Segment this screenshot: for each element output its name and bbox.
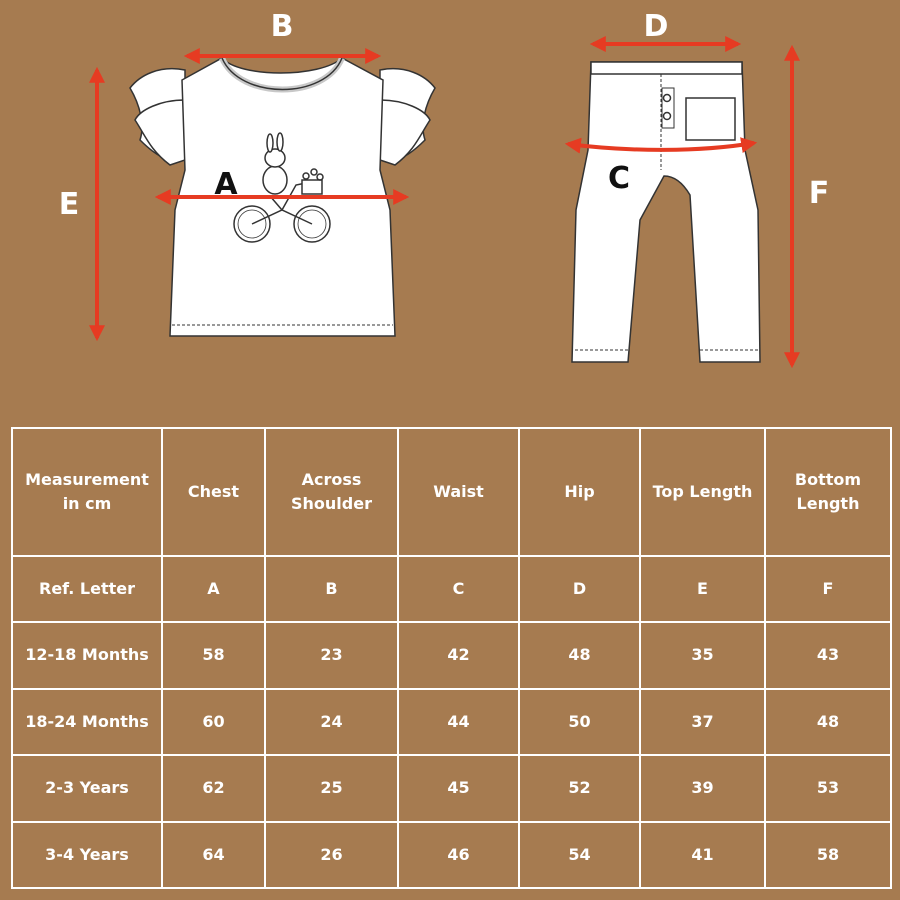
table-row — [12, 755, 891, 821]
table-cell: 58 — [765, 822, 891, 888]
pants-waistband — [591, 62, 742, 74]
table-cell: 2-3 Years — [12, 755, 162, 821]
table-cell: B — [265, 556, 398, 622]
label-c: C — [607, 161, 631, 196]
table-cell: 42 — [398, 622, 519, 688]
header-cell: Hip — [519, 428, 640, 556]
table-cell: 50 — [519, 689, 640, 755]
header-cell: Waist — [398, 428, 519, 556]
table-cell: 64 — [162, 822, 265, 888]
table-cell: 12-18 Months — [12, 622, 162, 688]
header-cell: Top Length — [640, 428, 765, 556]
garment-measurement-diagram — [0, 0, 900, 400]
header-cell: Across Shoulder — [265, 428, 398, 556]
size-chart-table — [11, 427, 892, 889]
table-cell: E — [640, 556, 765, 622]
table-cell: 3-4 Years — [12, 822, 162, 888]
table-cell: 58 — [162, 622, 265, 688]
label-b: B — [270, 9, 294, 44]
table-cell: C — [398, 556, 519, 622]
label-e: E — [58, 187, 80, 222]
table-cell: 23 — [265, 622, 398, 688]
header-cell: Chest — [162, 428, 265, 556]
table-cell: 37 — [640, 689, 765, 755]
header-cell: Bottom Length — [765, 428, 891, 556]
label-d: D — [643, 9, 669, 44]
table-row — [12, 556, 891, 622]
label-a: A — [214, 167, 238, 202]
table-cell: 60 — [162, 689, 265, 755]
table-cell: 44 — [398, 689, 519, 755]
label-f: F — [808, 176, 830, 211]
pants-illustration — [572, 62, 760, 362]
table-row — [12, 689, 891, 755]
table-cell: 24 — [265, 689, 398, 755]
table-cell: 52 — [519, 755, 640, 821]
table-cell: 41 — [640, 822, 765, 888]
table-cell: A — [162, 556, 265, 622]
table-cell: 53 — [765, 755, 891, 821]
bunny-body — [263, 166, 287, 194]
table-cell: 46 — [398, 822, 519, 888]
table-cell: 39 — [640, 755, 765, 821]
table-cell: F — [765, 556, 891, 622]
table-cell: 45 — [398, 755, 519, 821]
table-cell: 26 — [265, 822, 398, 888]
bike-basket — [302, 180, 322, 194]
table-cell: 48 — [519, 622, 640, 688]
table-cell: 18-24 Months — [12, 689, 162, 755]
table-cell: 25 — [265, 755, 398, 821]
table-cell: Ref. Letter — [12, 556, 162, 622]
header-cell: Measurement in cm — [12, 428, 162, 556]
table-cell: 62 — [162, 755, 265, 821]
table-header-row — [12, 428, 891, 556]
table-row — [12, 822, 891, 888]
pants-outline — [572, 62, 760, 362]
table-cell: 54 — [519, 822, 640, 888]
table-cell: D — [519, 556, 640, 622]
table-cell: 35 — [640, 622, 765, 688]
table-cell: 48 — [765, 689, 891, 755]
pants-button — [664, 95, 671, 102]
table-cell: 43 — [765, 622, 891, 688]
table-row — [12, 622, 891, 688]
